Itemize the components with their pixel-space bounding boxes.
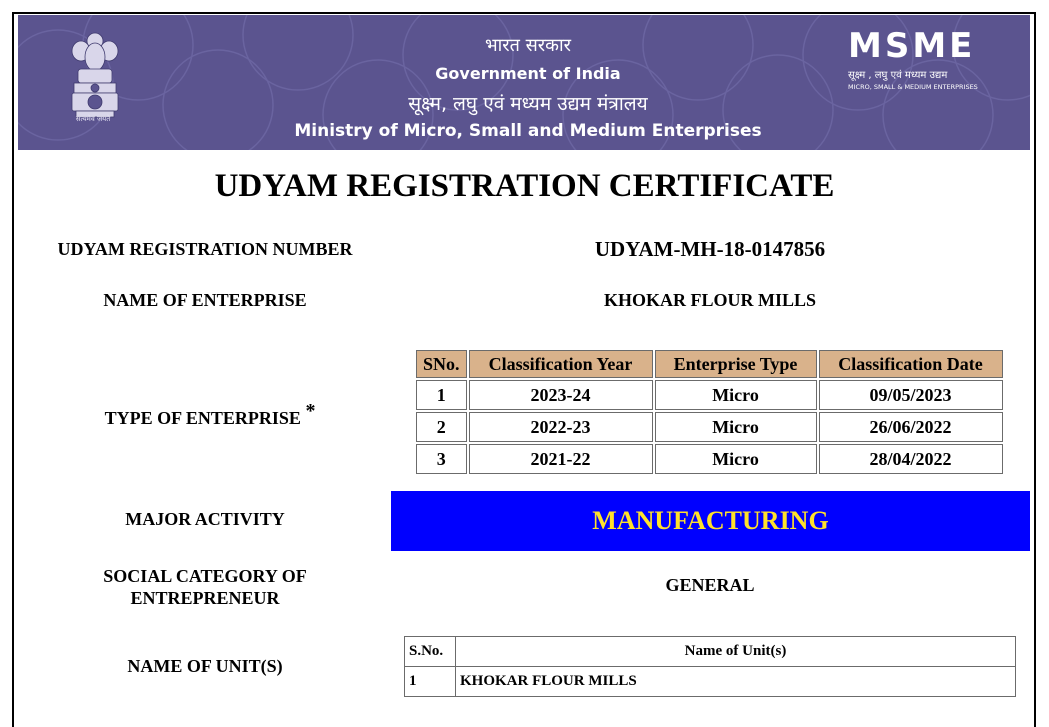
cell-sno: 2 [416,412,467,442]
cell-sno: 1 [416,380,467,410]
reg-number-label: UDYAM REGISTRATION NUMBER [57,239,353,259]
hindi-govt-title: भारत सरकार [484,35,572,56]
msme-logo [848,26,1008,91]
hindi-ministry-title: सूक्ष्म, लघु एवं मध्यम उद्यम मंत्रालय [408,93,648,115]
cell-date: 09/05/2023 [819,380,1003,410]
col-classification-date: Classification Date [819,350,1003,378]
type-label-text: TYPE OF ENTERPRISE [104,408,301,428]
col-unit-name: Name of Unit(s) [456,637,1016,667]
social-category-label [60,565,350,609]
cell-year: 2023-24 [469,380,653,410]
msme-logo-english: MICRO, SMALL & MEDIUM ENTERPRISES [848,83,978,91]
english-govt-title: Government of India [435,64,621,83]
table-row [416,444,1003,474]
col-classification-year: Classification Year [469,350,653,378]
col-unit-sno: S.No. [405,637,456,667]
emblem-motto: सत्यमेव जयते [75,115,111,123]
msme-logo-hindi: सूक्ष्म , लघु एवं मध्यम उद्यम [848,70,948,81]
type-of-enterprise-label [60,400,360,429]
social-category-label-line2: ENTREPRENEUR [130,588,280,608]
english-ministry-title: Ministry of Micro, Small and Medium Enterprises [294,121,762,141]
social-category-label-line1: SOCIAL CATEGORY OF [103,566,307,586]
reg-number-value: UDYAM-MH-18-0147856 [594,237,826,261]
cell-unit-sno: 1 [405,667,456,697]
units-header-row [405,637,1016,667]
units-table [404,636,1016,697]
ministry-banner [18,15,1030,150]
cell-date: 26/06/2022 [819,412,1003,442]
major-activity-label: MAJOR ACTIVITY [125,509,285,529]
cell-date: 28/04/2022 [819,444,1003,474]
enterprise-name-label: NAME OF ENTERPRISE [103,290,307,310]
type-asterisk: * [305,400,316,422]
classification-table [414,348,1005,476]
cell-sno: 3 [416,444,467,474]
cell-unit-name: KHOKAR FLOUR MILLS [456,667,1016,697]
col-sno: SNo. [416,350,467,378]
msme-logo-word: MSME [848,26,976,66]
enterprise-name-value: KHOKAR FLOUR MILLS [603,290,817,310]
table-row [405,667,1016,697]
cell-type: Micro [655,380,817,410]
social-category-value: GENERAL [665,575,755,595]
units-label: NAME OF UNIT(S) [127,656,283,676]
col-enterprise-type: Enterprise Type [655,350,817,378]
major-activity-value: MANUFACTURING [391,491,1030,551]
cell-year: 2022-23 [469,412,653,442]
cell-year: 2021-22 [469,444,653,474]
classification-header-row [416,350,1003,378]
table-row [416,412,1003,442]
cell-type: Micro [655,444,817,474]
cell-type: Micro [655,412,817,442]
table-row [416,380,1003,410]
certificate-title: UDYAM REGISTRATION CERTIFICATE [214,168,835,204]
